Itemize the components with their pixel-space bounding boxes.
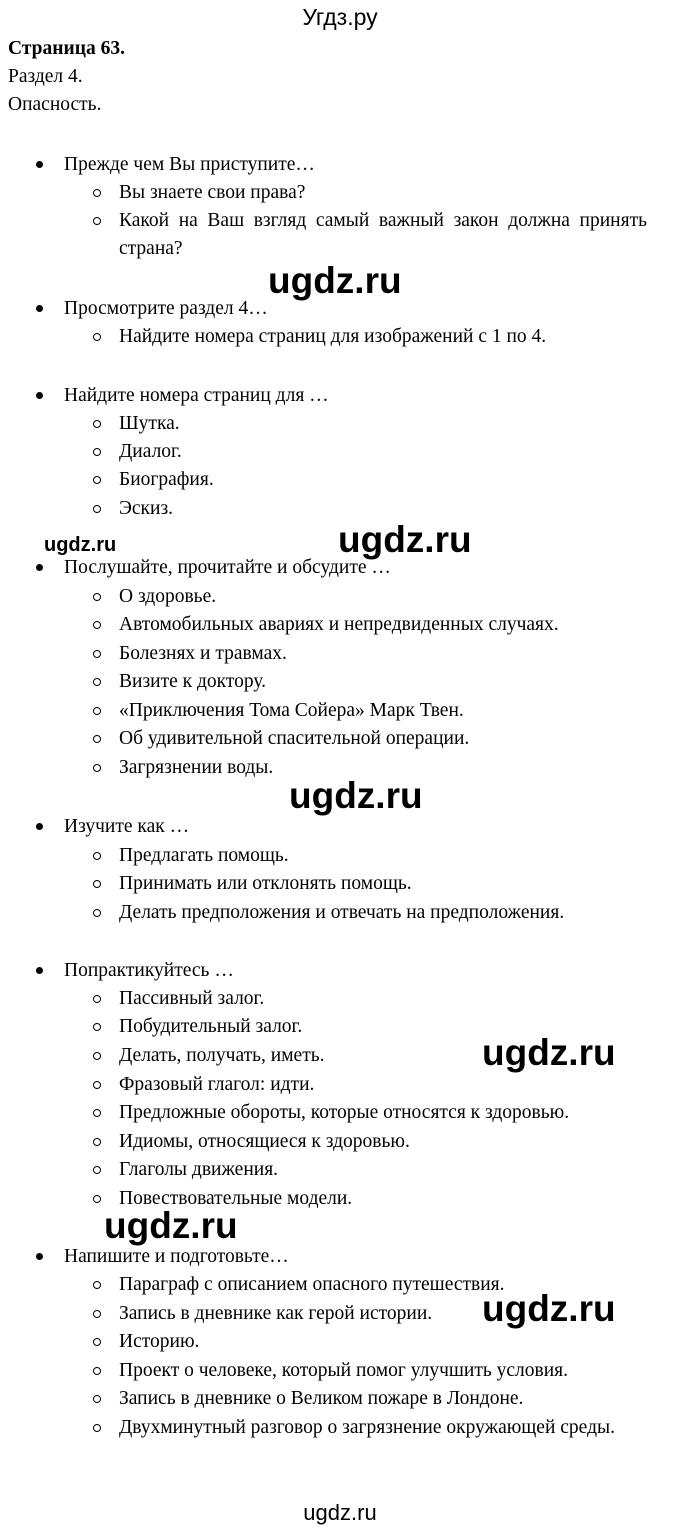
sub-item bbox=[119, 323, 647, 351]
site-header: Угдз.ру bbox=[302, 4, 378, 30]
watermark: ugdz.ru bbox=[338, 519, 472, 560]
topic-heading: Опасность. bbox=[8, 94, 102, 115]
sub-item bbox=[119, 697, 647, 725]
circle-bullet-icon bbox=[93, 1281, 101, 1289]
sub-item bbox=[119, 438, 647, 466]
sub-item bbox=[119, 1156, 647, 1184]
bullet-text: Просмотрите раздел 4… bbox=[64, 298, 268, 319]
sub-item-text: Биография. bbox=[119, 469, 214, 490]
bullet-icon bbox=[36, 823, 43, 830]
section-heading: Раздел 4. bbox=[8, 66, 83, 87]
sub-item bbox=[119, 842, 647, 870]
sub-item bbox=[119, 1414, 647, 1442]
bullet-item bbox=[64, 1243, 650, 1271]
sub-item bbox=[119, 1385, 647, 1413]
sub-item-text: Идиомы, относящиеся к здоровью. bbox=[119, 1131, 410, 1152]
circle-bullet-icon bbox=[93, 1166, 101, 1174]
circle-bullet-icon bbox=[93, 764, 101, 772]
circle-bullet-icon bbox=[93, 678, 101, 686]
sub-item bbox=[119, 1071, 647, 1099]
sub-item bbox=[119, 1357, 647, 1385]
sub-item-text: «Приключения Тома Сойера» Марк Твен. bbox=[119, 700, 464, 721]
bullet-icon bbox=[36, 161, 43, 168]
sub-item-text: О здоровье. bbox=[119, 586, 217, 607]
circle-bullet-icon bbox=[93, 852, 101, 860]
circle-bullet-icon bbox=[93, 995, 101, 1003]
sub-item bbox=[119, 1099, 647, 1127]
sub-item-text: Запись в дневнике как герой истории. bbox=[119, 1303, 433, 1324]
sub-item-text: Проект о человеке, который помог улучшить условия. bbox=[119, 1360, 569, 1381]
page-number-heading: Страница 63. bbox=[8, 38, 125, 59]
circle-bullet-icon bbox=[93, 621, 101, 629]
bullet-icon bbox=[36, 1253, 43, 1260]
bullet-item bbox=[64, 382, 650, 410]
circle-bullet-icon bbox=[93, 1338, 101, 1346]
circle-bullet-icon bbox=[93, 1310, 101, 1318]
sub-item-text: Параграф с описанием опасного путешествия. bbox=[119, 1274, 505, 1295]
circle-bullet-icon bbox=[93, 1395, 101, 1403]
sub-item-text: Автомобильных авариях и непредвиденных случаях. bbox=[119, 614, 559, 635]
sub-item bbox=[119, 207, 647, 263]
sub-item bbox=[119, 899, 647, 927]
sub-item-text: Эскиз. bbox=[119, 498, 174, 519]
sub-item-text: Об удивительной спасительной операции. bbox=[119, 728, 470, 749]
watermark: ugdz.ru bbox=[44, 534, 117, 556]
sub-item bbox=[119, 985, 647, 1013]
sub-item-text: Делать, получать, иметь. bbox=[119, 1045, 325, 1066]
sub-item-text: Вы знаете свои права? bbox=[119, 182, 306, 203]
sub-item bbox=[119, 1328, 647, 1356]
circle-bullet-icon bbox=[93, 1367, 101, 1375]
bullet-text: Попрактикуйтесь … bbox=[64, 960, 234, 981]
circle-bullet-icon bbox=[93, 420, 101, 428]
sub-item-text: Запись в дневнике о Великом пожаре в Лондоне. bbox=[119, 1388, 524, 1409]
sub-item bbox=[119, 668, 647, 696]
sub-item-text: Предложные обороты, которые относятся к здоровью. bbox=[119, 1102, 570, 1123]
circle-bullet-icon bbox=[93, 650, 101, 658]
sub-item-text: Найдите номера страниц для изображений с 1 по 4. bbox=[119, 326, 547, 347]
watermark: ugdz.ru bbox=[289, 775, 423, 816]
sub-item-text: Историю. bbox=[119, 1331, 200, 1352]
sub-item bbox=[119, 640, 647, 668]
circle-bullet-icon bbox=[93, 1195, 101, 1203]
sub-item bbox=[119, 870, 647, 898]
bullet-icon bbox=[36, 392, 43, 399]
bullet-text: Напишите и подготовьте… bbox=[64, 1246, 289, 1267]
sub-item-text: Побудительный залог. bbox=[119, 1016, 303, 1037]
circle-bullet-icon bbox=[93, 505, 101, 513]
sub-item bbox=[119, 1128, 647, 1156]
sub-item-text: Предлагать помощь. bbox=[119, 845, 289, 866]
sub-item-text: Загрязнении воды. bbox=[119, 757, 274, 778]
circle-bullet-icon bbox=[93, 707, 101, 715]
sub-item-text: Какой на Ваш взгляд самый важный закон должна принять страна? bbox=[119, 210, 647, 259]
sub-item-text: Пассивный залог. bbox=[119, 988, 265, 1009]
circle-bullet-icon bbox=[93, 880, 101, 888]
sub-item-text: Визите к доктору. bbox=[119, 671, 267, 692]
sub-item-text: Диалог. bbox=[119, 441, 182, 462]
circle-bullet-icon bbox=[93, 189, 101, 197]
watermark: ugdz.ru bbox=[482, 1288, 616, 1329]
sub-item bbox=[119, 611, 647, 639]
sub-item-text: Глаголы движения. bbox=[119, 1159, 279, 1180]
watermark: ugdz.ru bbox=[268, 260, 402, 301]
circle-bullet-icon bbox=[93, 909, 101, 917]
circle-bullet-icon bbox=[93, 1081, 101, 1089]
circle-bullet-icon bbox=[93, 217, 101, 225]
bullet-text: Изучите как … bbox=[64, 816, 190, 837]
sub-item bbox=[119, 583, 647, 611]
bullet-icon bbox=[36, 305, 43, 312]
bullet-text: Послушайте, прочитайте и обсудите … bbox=[64, 557, 391, 578]
bullet-item bbox=[64, 151, 650, 179]
site-footer: ugdz.ru bbox=[303, 1500, 377, 1525]
bullet-text: Найдите номера страниц для … bbox=[64, 385, 329, 406]
sub-item bbox=[119, 179, 647, 207]
sub-item-text: Делать предположения и отвечать на предположения. bbox=[119, 902, 565, 923]
sub-item bbox=[119, 725, 647, 753]
circle-bullet-icon bbox=[93, 1138, 101, 1146]
circle-bullet-icon bbox=[93, 1424, 101, 1432]
circle-bullet-icon bbox=[93, 1109, 101, 1117]
bullet-item bbox=[64, 813, 650, 841]
sub-item bbox=[119, 410, 647, 438]
circle-bullet-icon bbox=[93, 448, 101, 456]
sub-item-text: Болезнях и травмах. bbox=[119, 643, 287, 664]
circle-bullet-icon bbox=[93, 476, 101, 484]
circle-bullet-icon bbox=[93, 593, 101, 601]
sub-item-text: Фразовый глагол: идти. bbox=[119, 1074, 315, 1095]
sub-item-text: Шутка. bbox=[119, 413, 180, 434]
watermark: ugdz.ru bbox=[104, 1205, 238, 1246]
circle-bullet-icon bbox=[93, 1023, 101, 1031]
bullet-item bbox=[64, 957, 650, 985]
sub-item bbox=[119, 466, 647, 494]
sub-item-text: Повествовательные модели. bbox=[119, 1188, 353, 1209]
sub-item-text: Принимать или отклонять помощь. bbox=[119, 873, 412, 894]
circle-bullet-icon bbox=[93, 333, 101, 341]
bullet-icon bbox=[36, 564, 43, 571]
circle-bullet-icon bbox=[93, 1052, 101, 1060]
watermark: ugdz.ru bbox=[482, 1032, 616, 1073]
bullet-text: Прежде чем Вы приступите… bbox=[64, 154, 315, 175]
sub-item-text: Двухминутный разговор о загрязнение окружающей среды. bbox=[119, 1417, 615, 1438]
circle-bullet-icon bbox=[93, 735, 101, 743]
bullet-icon bbox=[36, 967, 43, 974]
